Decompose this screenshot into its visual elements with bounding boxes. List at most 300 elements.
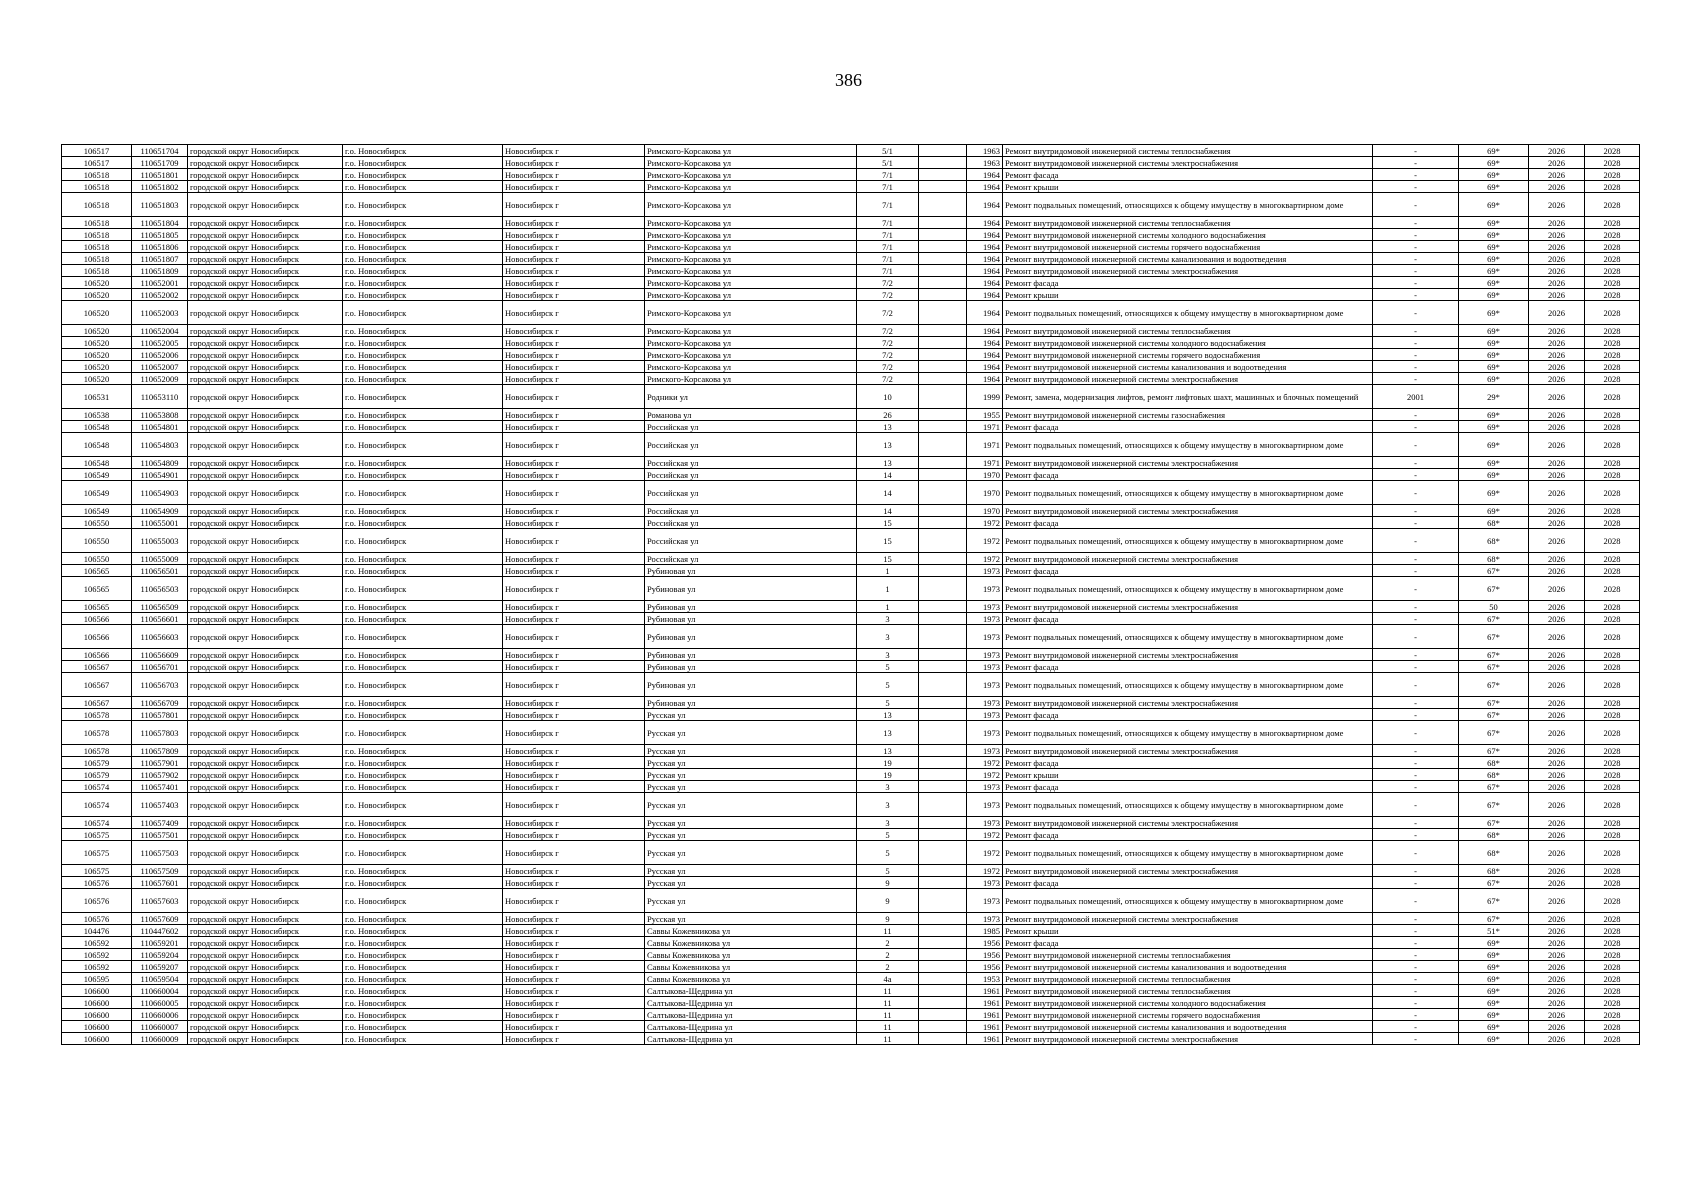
cell-year-built: 1964: [967, 217, 1003, 229]
cell-house-id: 106518: [62, 229, 132, 241]
cell-plan-end: 2028: [1585, 385, 1640, 409]
cell-municipality: городской округ Новосибирск: [188, 649, 343, 661]
cell-street: Римского-Корсакова ул: [645, 217, 857, 229]
cell-locality: Новосибирск г: [503, 553, 645, 565]
cell-street: Римского-Корсакова ул: [645, 157, 857, 169]
cell-locality: Новосибирск г: [503, 877, 645, 889]
cell-house-id: 106520: [62, 349, 132, 361]
cell-plan-end: 2028: [1585, 409, 1640, 421]
cell-wear-percent: 69*: [1459, 181, 1529, 193]
cell-last-repair-year: -: [1373, 697, 1459, 709]
cell-wear-percent: 69*: [1459, 325, 1529, 337]
cell-last-repair-year: -: [1373, 565, 1459, 577]
cell-plan-end: 2028: [1585, 361, 1640, 373]
cell-wear-percent: 67*: [1459, 673, 1529, 697]
cell-municipality: городской округ Новосибирск: [188, 469, 343, 481]
cell-house-number: 7/2: [857, 289, 919, 301]
cell-wear-percent: 69*: [1459, 433, 1529, 457]
cell-house-number: 7/2: [857, 373, 919, 385]
cell-element-id: 110656509: [132, 601, 188, 613]
cell-wear-percent: 69*: [1459, 505, 1529, 517]
cell-extra: [919, 973, 967, 985]
cell-settlement: г.о. Новосибирск: [343, 913, 503, 925]
cell-work-type: Ремонт внутридомовой инженерной системы теплоснабжения: [1003, 949, 1373, 961]
cell-plan-start: 2026: [1529, 745, 1585, 757]
cell-street: Российская ул: [645, 433, 857, 457]
cell-house-number: 1: [857, 577, 919, 601]
cell-element-id: 110651805: [132, 229, 188, 241]
cell-plan-start: 2026: [1529, 781, 1585, 793]
cell-wear-percent: 69*: [1459, 1009, 1529, 1021]
cell-work-type: Ремонт внутридомовой инженерной системы теплоснабжения: [1003, 325, 1373, 337]
cell-last-repair-year: -: [1373, 769, 1459, 781]
cell-house-id: 106517: [62, 157, 132, 169]
cell-last-repair-year: -: [1373, 349, 1459, 361]
cell-plan-start: 2026: [1529, 997, 1585, 1009]
cell-wear-percent: 69*: [1459, 997, 1529, 1009]
cell-work-type: Ремонт подвальных помещений, относящихся к общему имуществу в многоквартирном доме: [1003, 301, 1373, 325]
cell-settlement: г.о. Новосибирск: [343, 169, 503, 181]
cell-wear-percent: 67*: [1459, 913, 1529, 925]
cell-house-id: 106576: [62, 889, 132, 913]
cell-element-id: 110654809: [132, 457, 188, 469]
cell-year-built: 1973: [967, 745, 1003, 757]
cell-plan-end: 2028: [1585, 457, 1640, 469]
cell-house-number: 11: [857, 1033, 919, 1045]
cell-street: Салтыкова-Щедрина ул: [645, 1021, 857, 1033]
cell-wear-percent: 67*: [1459, 877, 1529, 889]
cell-plan-start: 2026: [1529, 373, 1585, 385]
cell-element-id: 110657803: [132, 721, 188, 745]
cell-work-type: Ремонт внутридомовой инженерной системы теплоснабжения: [1003, 145, 1373, 157]
cell-element-id: 110654803: [132, 433, 188, 457]
cell-settlement: г.о. Новосибирск: [343, 577, 503, 601]
cell-wear-percent: 69*: [1459, 373, 1529, 385]
cell-work-type: Ремонт внутридомовой инженерной системы электроснабжения: [1003, 553, 1373, 565]
cell-work-type: Ремонт крыши: [1003, 181, 1373, 193]
cell-locality: Новосибирск г: [503, 577, 645, 601]
table-row: [62, 145, 1640, 157]
cell-house-id: 106550: [62, 553, 132, 565]
cell-plan-end: 2028: [1585, 757, 1640, 769]
cell-settlement: г.о. Новосибирск: [343, 241, 503, 253]
cell-street: Римского-Корсакова ул: [645, 169, 857, 181]
cell-house-id: 106518: [62, 169, 132, 181]
table-row: [62, 181, 1640, 193]
cell-street: Салтыкова-Щедрина ул: [645, 1009, 857, 1021]
cell-house-id: 106520: [62, 325, 132, 337]
cell-work-type: Ремонт фасада: [1003, 565, 1373, 577]
cell-municipality: городской округ Новосибирск: [188, 673, 343, 697]
cell-year-built: 1953: [967, 973, 1003, 985]
cell-locality: Новосибирск г: [503, 157, 645, 169]
cell-locality: Новосибирск г: [503, 709, 645, 721]
cell-municipality: городской округ Новосибирск: [188, 781, 343, 793]
cell-settlement: г.о. Новосибирск: [343, 517, 503, 529]
cell-work-type: Ремонт подвальных помещений, относящихся к общему имуществу в многоквартирном доме: [1003, 793, 1373, 817]
cell-year-built: 1973: [967, 817, 1003, 829]
cell-municipality: городской округ Новосибирск: [188, 709, 343, 721]
cell-element-id: 110654903: [132, 481, 188, 505]
cell-extra: [919, 385, 967, 409]
cell-extra: [919, 361, 967, 373]
cell-extra: [919, 841, 967, 865]
table-row: [62, 889, 1640, 913]
cell-settlement: г.о. Новосибирск: [343, 433, 503, 457]
cell-settlement: г.о. Новосибирск: [343, 157, 503, 169]
cell-plan-end: 2028: [1585, 553, 1640, 565]
cell-street: Русская ул: [645, 757, 857, 769]
cell-street: Русская ул: [645, 889, 857, 913]
cell-year-built: 1972: [967, 865, 1003, 877]
cell-house-id: 106549: [62, 505, 132, 517]
cell-plan-end: 2028: [1585, 1009, 1640, 1021]
cell-street: Римского-Корсакова ул: [645, 193, 857, 217]
cell-house-number: 13: [857, 745, 919, 757]
cell-element-id: 110656709: [132, 697, 188, 709]
cell-house-number: 5/1: [857, 145, 919, 157]
cell-work-type: Ремонт крыши: [1003, 769, 1373, 781]
cell-extra: [919, 421, 967, 433]
cell-settlement: г.о. Новосибирск: [343, 997, 503, 1009]
cell-year-built: 1973: [967, 709, 1003, 721]
cell-settlement: г.о. Новосибирск: [343, 721, 503, 745]
cell-plan-start: 2026: [1529, 469, 1585, 481]
cell-year-built: 1970: [967, 481, 1003, 505]
cell-settlement: г.о. Новосибирск: [343, 349, 503, 361]
cell-settlement: г.о. Новосибирск: [343, 925, 503, 937]
cell-house-id: 106592: [62, 961, 132, 973]
table-row: [62, 1009, 1640, 1021]
cell-work-type: Ремонт внутридомовой инженерной системы электроснабжения: [1003, 157, 1373, 169]
cell-element-id: 110653808: [132, 409, 188, 421]
cell-municipality: городской округ Новосибирск: [188, 1009, 343, 1021]
cell-year-built: 1973: [967, 913, 1003, 925]
cell-plan-start: 2026: [1529, 625, 1585, 649]
cell-municipality: городской округ Новосибирск: [188, 301, 343, 325]
cell-house-id: 106550: [62, 517, 132, 529]
cell-element-id: 110652007: [132, 361, 188, 373]
table-row: [62, 169, 1640, 181]
cell-municipality: городской округ Новосибирск: [188, 937, 343, 949]
cell-street: Российская ул: [645, 421, 857, 433]
cell-house-id: 106579: [62, 757, 132, 769]
cell-last-repair-year: -: [1373, 781, 1459, 793]
cell-house-number: 19: [857, 769, 919, 781]
cell-house-id: 106600: [62, 985, 132, 997]
cell-last-repair-year: -: [1373, 973, 1459, 985]
cell-wear-percent: 67*: [1459, 661, 1529, 673]
cell-plan-start: 2026: [1529, 529, 1585, 553]
cell-locality: Новосибирск г: [503, 721, 645, 745]
cell-municipality: городской округ Новосибирск: [188, 409, 343, 421]
cell-wear-percent: 69*: [1459, 409, 1529, 421]
cell-element-id: 110651806: [132, 241, 188, 253]
cell-work-type: Ремонт крыши: [1003, 925, 1373, 937]
cell-municipality: городской округ Новосибирск: [188, 217, 343, 229]
table-row: [62, 421, 1640, 433]
cell-street: Римского-Корсакова ул: [645, 277, 857, 289]
cell-year-built: 1964: [967, 241, 1003, 253]
cell-street: Римского-Корсакова ул: [645, 325, 857, 337]
cell-year-built: 1973: [967, 649, 1003, 661]
cell-settlement: г.о. Новосибирск: [343, 373, 503, 385]
cell-last-repair-year: -: [1373, 433, 1459, 457]
cell-last-repair-year: -: [1373, 949, 1459, 961]
cell-locality: Новосибирск г: [503, 613, 645, 625]
cell-house-number: 5: [857, 841, 919, 865]
table-row: [62, 529, 1640, 553]
cell-plan-end: 2028: [1585, 613, 1640, 625]
table-row: [62, 769, 1640, 781]
cell-last-repair-year: -: [1373, 421, 1459, 433]
cell-house-number: 2: [857, 961, 919, 973]
cell-year-built: 1973: [967, 613, 1003, 625]
table-row: [62, 985, 1640, 997]
cell-municipality: городской округ Новосибирск: [188, 361, 343, 373]
cell-settlement: г.о. Новосибирск: [343, 613, 503, 625]
cell-plan-start: 2026: [1529, 289, 1585, 301]
cell-locality: Новосибирск г: [503, 385, 645, 409]
cell-house-id: 106550: [62, 529, 132, 553]
cell-year-built: 1972: [967, 553, 1003, 565]
cell-settlement: г.о. Новосибирск: [343, 709, 503, 721]
cell-plan-start: 2026: [1529, 157, 1585, 169]
cell-plan-start: 2026: [1529, 277, 1585, 289]
cell-municipality: городской округ Новосибирск: [188, 577, 343, 601]
table-row: [62, 781, 1640, 793]
cell-last-repair-year: -: [1373, 529, 1459, 553]
cell-work-type: Ремонт внутридомовой инженерной системы теплоснабжения: [1003, 217, 1373, 229]
table-row: [62, 1021, 1640, 1033]
cell-locality: Новосибирск г: [503, 985, 645, 997]
cell-locality: Новосибирск г: [503, 625, 645, 649]
cell-extra: [919, 937, 967, 949]
cell-element-id: 110654901: [132, 469, 188, 481]
cell-last-repair-year: -: [1373, 613, 1459, 625]
cell-street: Рубиновая ул: [645, 649, 857, 661]
cell-municipality: городской округ Новосибирск: [188, 949, 343, 961]
cell-wear-percent: 67*: [1459, 781, 1529, 793]
cell-work-type: Ремонт фасада: [1003, 829, 1373, 841]
cell-settlement: г.о. Новосибирск: [343, 1009, 503, 1021]
cell-year-built: 1970: [967, 469, 1003, 481]
cell-extra: [919, 481, 967, 505]
cell-work-type: Ремонт подвальных помещений, относящихся к общему имуществу в многоквартирном доме: [1003, 577, 1373, 601]
cell-wear-percent: 68*: [1459, 553, 1529, 565]
cell-year-built: 1985: [967, 925, 1003, 937]
cell-house-id: 104476: [62, 925, 132, 937]
cell-house-number: 19: [857, 757, 919, 769]
cell-last-repair-year: 2001: [1373, 385, 1459, 409]
cell-year-built: 1961: [967, 985, 1003, 997]
cell-settlement: г.о. Новосибирск: [343, 229, 503, 241]
cell-extra: [919, 529, 967, 553]
cell-house-number: 1: [857, 601, 919, 613]
cell-house-number: 7/1: [857, 265, 919, 277]
table-row: [62, 409, 1640, 421]
cell-plan-start: 2026: [1529, 985, 1585, 997]
cell-plan-end: 2028: [1585, 745, 1640, 757]
cell-last-repair-year: -: [1373, 649, 1459, 661]
cell-street: Римского-Корсакова ул: [645, 181, 857, 193]
cell-extra: [919, 1021, 967, 1033]
cell-house-id: 106574: [62, 817, 132, 829]
cell-work-type: Ремонт подвальных помещений, относящихся к общему имуществу в многоквартирном доме: [1003, 193, 1373, 217]
cell-locality: Новосибирск г: [503, 409, 645, 421]
table-row: [62, 793, 1640, 817]
cell-element-id: 110657503: [132, 841, 188, 865]
cell-street: Русская ул: [645, 781, 857, 793]
cell-house-number: 11: [857, 1009, 919, 1021]
cell-year-built: 1971: [967, 433, 1003, 457]
cell-work-type: Ремонт фасада: [1003, 661, 1373, 673]
cell-last-repair-year: -: [1373, 625, 1459, 649]
cell-work-type: Ремонт внутридомовой инженерной системы электроснабжения: [1003, 373, 1373, 385]
cell-plan-end: 2028: [1585, 709, 1640, 721]
cell-element-id: 110656503: [132, 577, 188, 601]
cell-plan-start: 2026: [1529, 889, 1585, 913]
cell-extra: [919, 181, 967, 193]
cell-work-type: Ремонт внутридомовой инженерной системы холодного водоснабжения: [1003, 337, 1373, 349]
table-row: [62, 625, 1640, 649]
cell-house-number: 7/1: [857, 253, 919, 265]
cell-last-repair-year: -: [1373, 997, 1459, 1009]
cell-year-built: 1964: [967, 181, 1003, 193]
cell-house-number: 3: [857, 649, 919, 661]
cell-locality: Новосибирск г: [503, 457, 645, 469]
table-row: [62, 709, 1640, 721]
cell-plan-start: 2026: [1529, 721, 1585, 745]
cell-plan-start: 2026: [1529, 565, 1585, 577]
cell-year-built: 1973: [967, 721, 1003, 745]
cell-extra: [919, 325, 967, 337]
cell-plan-start: 2026: [1529, 457, 1585, 469]
cell-element-id: 110656601: [132, 613, 188, 625]
cell-element-id: 110652004: [132, 325, 188, 337]
cell-wear-percent: 69*: [1459, 421, 1529, 433]
cell-locality: Новосибирск г: [503, 841, 645, 865]
cell-locality: Новосибирск г: [503, 337, 645, 349]
cell-municipality: городской округ Новосибирск: [188, 229, 343, 241]
cell-municipality: городской округ Новосибирск: [188, 1033, 343, 1045]
table-row: [62, 337, 1640, 349]
cell-street: Российская ул: [645, 505, 857, 517]
cell-locality: Новосибирск г: [503, 325, 645, 337]
cell-house-number: 5: [857, 697, 919, 709]
cell-house-id: 106592: [62, 949, 132, 961]
cell-last-repair-year: -: [1373, 709, 1459, 721]
cell-street: Саввы Кожевникова ул: [645, 925, 857, 937]
cell-last-repair-year: -: [1373, 673, 1459, 697]
cell-house-number: 3: [857, 613, 919, 625]
cell-work-type: Ремонт подвальных помещений, относящихся к общему имуществу в многоквартирном доме: [1003, 673, 1373, 697]
cell-street: Рубиновая ул: [645, 661, 857, 673]
cell-settlement: г.о. Новосибирск: [343, 817, 503, 829]
cell-wear-percent: 67*: [1459, 565, 1529, 577]
cell-settlement: г.о. Новосибирск: [343, 949, 503, 961]
cell-element-id: 110652003: [132, 301, 188, 325]
cell-year-built: 1972: [967, 769, 1003, 781]
cell-last-repair-year: -: [1373, 277, 1459, 289]
cell-locality: Новосибирск г: [503, 265, 645, 277]
cell-street: Русская ул: [645, 877, 857, 889]
cell-plan-start: 2026: [1529, 877, 1585, 889]
cell-year-built: 1964: [967, 277, 1003, 289]
cell-extra: [919, 433, 967, 457]
cell-plan-end: 2028: [1585, 697, 1640, 709]
cell-wear-percent: 69*: [1459, 229, 1529, 241]
cell-settlement: г.о. Новосибирск: [343, 841, 503, 865]
cell-plan-end: 2028: [1585, 937, 1640, 949]
cell-house-number: 3: [857, 793, 919, 817]
cell-extra: [919, 229, 967, 241]
cell-locality: Новосибирск г: [503, 673, 645, 697]
cell-wear-percent: 69*: [1459, 349, 1529, 361]
cell-element-id: 110655001: [132, 517, 188, 529]
cell-wear-percent: 69*: [1459, 157, 1529, 169]
cell-extra: [919, 721, 967, 745]
cell-work-type: Ремонт внутридомовой инженерной системы электроснабжения: [1003, 865, 1373, 877]
cell-wear-percent: 69*: [1459, 253, 1529, 265]
table-row: [62, 613, 1640, 625]
cell-wear-percent: 67*: [1459, 745, 1529, 757]
cell-municipality: городской округ Новосибирск: [188, 373, 343, 385]
cell-year-built: 1956: [967, 937, 1003, 949]
cell-municipality: городской округ Новосибирск: [188, 841, 343, 865]
cell-year-built: 1955: [967, 409, 1003, 421]
cell-wear-percent: 69*: [1459, 481, 1529, 505]
cell-extra: [919, 949, 967, 961]
register-body: [62, 145, 1640, 1045]
cell-plan-start: 2026: [1529, 265, 1585, 277]
cell-plan-start: 2026: [1529, 433, 1585, 457]
cell-extra: [919, 709, 967, 721]
cell-last-repair-year: -: [1373, 505, 1459, 517]
cell-municipality: городской округ Новосибирск: [188, 1021, 343, 1033]
cell-element-id: 110651804: [132, 217, 188, 229]
cell-house-number: 7/1: [857, 241, 919, 253]
cell-settlement: г.о. Новосибирск: [343, 421, 503, 433]
cell-element-id: 110657403: [132, 793, 188, 817]
cell-house-id: 106517: [62, 145, 132, 157]
table-row: [62, 661, 1640, 673]
cell-locality: Новосибирск г: [503, 1033, 645, 1045]
cell-settlement: г.о. Новосибирск: [343, 361, 503, 373]
cell-extra: [919, 829, 967, 841]
cell-street: Русская ул: [645, 829, 857, 841]
cell-element-id: 110652006: [132, 349, 188, 361]
cell-extra: [919, 373, 967, 385]
cell-settlement: г.о. Новосибирск: [343, 193, 503, 217]
cell-plan-end: 2028: [1585, 973, 1640, 985]
cell-municipality: городской округ Новосибирск: [188, 289, 343, 301]
table-row: [62, 937, 1640, 949]
cell-locality: Новосибирск г: [503, 517, 645, 529]
cell-last-repair-year: -: [1373, 913, 1459, 925]
cell-last-repair-year: -: [1373, 193, 1459, 217]
cell-work-type: Ремонт подвальных помещений, относящихся к общему имуществу в многоквартирном доме: [1003, 433, 1373, 457]
cell-house-id: 106520: [62, 361, 132, 373]
cell-settlement: г.о. Новосибирск: [343, 769, 503, 781]
cell-house-number: 15: [857, 553, 919, 565]
cell-plan-start: 2026: [1529, 937, 1585, 949]
cell-plan-end: 2028: [1585, 769, 1640, 781]
cell-wear-percent: 67*: [1459, 697, 1529, 709]
cell-extra: [919, 565, 967, 577]
cell-house-number: 9: [857, 877, 919, 889]
cell-municipality: городской округ Новосибирск: [188, 721, 343, 745]
